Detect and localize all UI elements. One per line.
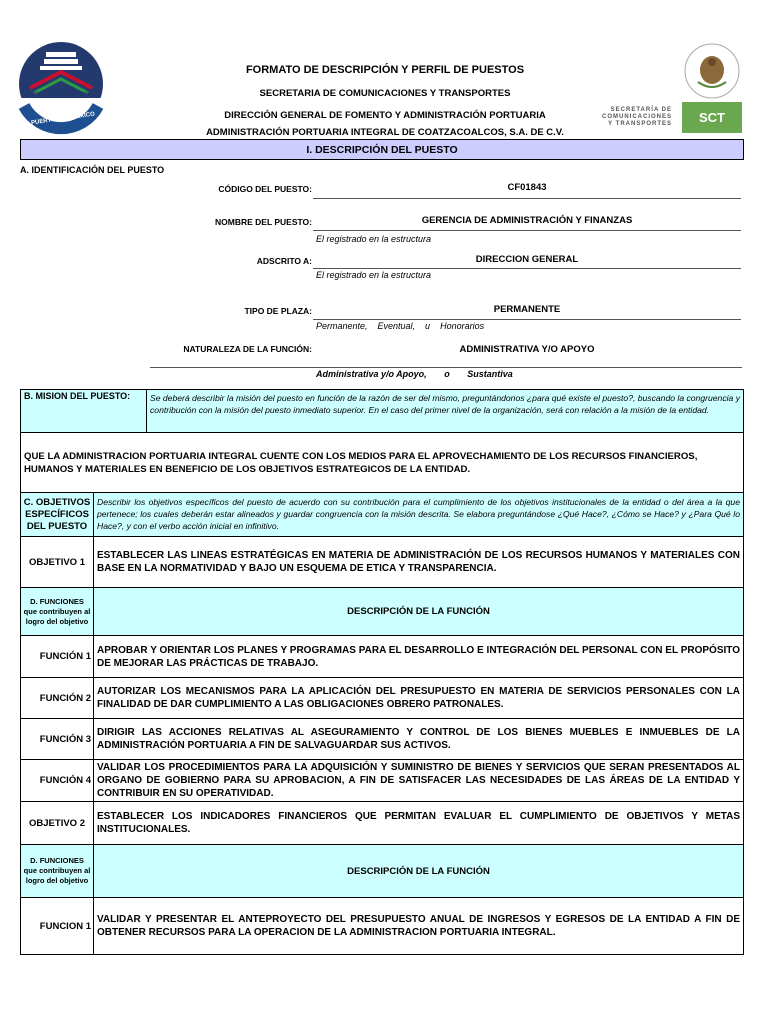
mexico-seal-icon bbox=[682, 40, 742, 102]
row-text-value: ESTABLECER LAS LINEAS ESTRATÉGICAS EN MATERIA DE ADMINISTRACIÓN DE LOS RECURSOS HUMANOS Y MATERIALES CON BASE EN LA NORMATIVIDAD Y BAJO UN ESQUEMA DE ETICA Y TRANSPARENCIA. bbox=[97, 550, 740, 574]
sct-badge bbox=[682, 102, 742, 133]
function-row bbox=[20, 678, 744, 719]
row-text-value: APROBAR Y ORIENTAR LOS PLANES Y PROGRAMAS PARA EL DESARROLLO E INTEGRACIÓN DEL PERSONAL CON EL PROPÓSITO DE MEJORAR LAS PRÁCTICAS DE TRABAJO. bbox=[97, 644, 740, 669]
row-text bbox=[94, 588, 743, 635]
functions-header-row bbox=[20, 588, 744, 636]
sct-text-block bbox=[598, 107, 672, 128]
mision-label-cell bbox=[20, 389, 147, 433]
row-text-value: AUTORIZAR LOS MECANISMOS PARA LA APLICACIÓN DEL PRESUPUESTO EN MATERIA DE SERVICIOS PERSONALES CON LA FINALIDAD DE DAR CUMPLIMIENTO A LAS OBLIGACIONES OBRERO PATRONALES. bbox=[97, 686, 740, 710]
adscrito-value: DIRECCION GENERAL bbox=[313, 254, 741, 269]
header-line-2: DIRECCIÓN GENERAL DE FOMENTO Y ADMINISTRACIÓN PORTUARIA bbox=[224, 110, 546, 121]
sct-badge-text: SCT bbox=[699, 110, 725, 125]
mision-instructions-cell bbox=[146, 389, 744, 433]
nombre-label: NOMBRE DEL PUESTO: bbox=[215, 217, 312, 227]
row-text bbox=[94, 802, 743, 844]
row-label: OBJETIVO 1 bbox=[21, 537, 94, 587]
row-text bbox=[94, 636, 743, 677]
objetivos-instructions-cell bbox=[93, 493, 744, 537]
naturaleza-hint: Administrativa y/o Apoyo, o Sustantiva bbox=[316, 369, 513, 379]
row-label: FUNCION 1 bbox=[21, 898, 94, 954]
row-label: FUNCIÓN 4 bbox=[21, 760, 94, 801]
row-text bbox=[94, 537, 743, 587]
form-title: FORMATO DE DESCRIPCIÓN Y PERFIL DE PUESTOS bbox=[245, 64, 525, 76]
row-label: D. FUNCIONES que contribuyen al logro del objetivo bbox=[21, 588, 94, 635]
objetivos-instructions: Describir los objetivos específicos del puesto de acuerdo con su contribución para el cumplimiento de los objetivos institucionales de la entidad o del área a la que pertenece; los cuales deberán estar alineados y guardar congruencia con la misión descrita. Se elabora preguntándose ¿Qué Hace?, ¿Cómo se Hace? y ¿Para Qué lo Hace?, y con el verbo acción inicial en infinitivo. bbox=[97, 497, 740, 531]
objetivos-label-cell bbox=[20, 493, 94, 537]
row-text bbox=[94, 898, 743, 954]
row-label: FUNCIÓN 1 bbox=[21, 636, 94, 677]
header-line-3: ADMINISTRACIÓN PORTUARIA INTEGRAL DE COATZACOALCOS, S.A. DE C.V. bbox=[206, 127, 564, 138]
row-label: FUNCIÓN 3 bbox=[21, 719, 94, 759]
port-logo-text-top: COATZACOALCOS bbox=[33, 92, 89, 98]
naturaleza-underline bbox=[150, 367, 742, 368]
sct-line-2: COMUNICACIONES bbox=[601, 114, 672, 120]
header-line-1: SECRETARIA DE COMUNICACIONES Y TRANSPORTES bbox=[259, 88, 511, 99]
section-title-bar bbox=[20, 139, 744, 160]
codigo-value: CF01843 bbox=[313, 182, 741, 199]
row-label: OBJETIVO 2 bbox=[21, 802, 94, 844]
objetivos-label: C. OBJETIVOS ESPECÍFICOS DEL PUESTO bbox=[23, 496, 91, 532]
row-text-value: DESCRIPCIÓN DE LA FUNCIÓN bbox=[347, 606, 490, 617]
mision-text-cell bbox=[20, 433, 744, 493]
row-text bbox=[94, 845, 743, 897]
sct-line-3: Y TRANSPORTES bbox=[608, 121, 672, 127]
sct-line-1: SECRETARÍA DE bbox=[610, 107, 672, 113]
objective-row bbox=[20, 802, 744, 845]
mision-instructions: Se deberá describir la misión del puesto en función de la razón de ser del mismo, preguntándonos ¿para qué existe el puesto?, buscando la congruencia y contribución con la misión del puesto inmediato superior. En el caso del primer nivel de la organización, será con relación a la misión de la entidad. bbox=[150, 393, 740, 415]
row-text-value: ESTABLECER LOS INDICADORES FINANCIEROS QUE PERMITAN EVALUAR EL CUMPLIMIENTO DE OBJETIVOS Y METAS INSTITUCIONALES. bbox=[97, 811, 740, 835]
adscrito-hint: El registrado en la estructura bbox=[316, 270, 432, 280]
section-a-heading: A. IDENTIFICACIÓN DEL PUESTO bbox=[20, 165, 165, 175]
function-row bbox=[20, 636, 744, 678]
codigo-label: CÓDIGO DEL PUESTO: bbox=[218, 184, 312, 194]
nombre-value: GERENCIA DE ADMINISTRACIÓN Y FINANZAS bbox=[313, 215, 741, 231]
tipo-label: TIPO DE PLAZA: bbox=[244, 306, 312, 316]
row-text-value: VALIDAR Y PRESENTAR EL ANTEPROYECTO DEL PRESUPUESTO ANUAL DE INGRESOS Y EGRESOS DE LA ENTIDAD A FIN DE OBTENER RECURSOS PARA LA OPERACION DE LA ADMINISTRACION PORTUARIA INTEGRAL. bbox=[97, 914, 740, 938]
naturaleza-label: NATURALEZA DE LA FUNCIÓN: bbox=[183, 344, 312, 354]
tipo-hint: Permanente, Eventual, u Honorarios bbox=[316, 321, 485, 331]
function-row bbox=[20, 760, 744, 802]
nombre-hint: El registrado en la estructura bbox=[316, 234, 432, 244]
naturaleza-value: ADMINISTRATIVA Y/O APOYO bbox=[459, 344, 595, 355]
objective-row bbox=[20, 537, 744, 588]
row-text bbox=[94, 678, 743, 718]
section-title: I. DESCRIPCIÓN DEL PUESTO bbox=[306, 143, 458, 156]
row-text-value: DESCRIPCIÓN DE LA FUNCIÓN bbox=[347, 865, 490, 877]
adscrito-label: ADSCRITO A: bbox=[256, 256, 312, 266]
function-row bbox=[20, 898, 744, 955]
port-logo bbox=[16, 40, 106, 136]
row-text bbox=[94, 760, 743, 801]
port-logo-text-bottom: PUERTOS DE MÉXICO bbox=[30, 111, 96, 127]
row-label: FUNCIÓN 2 bbox=[21, 678, 94, 718]
row-label: D. FUNCIONES que contribuyen al logro del objetivo bbox=[21, 845, 94, 897]
mision-text: QUE LA ADMINISTRACION PORTUARIA INTEGRAL CUENTE CON LOS MEDIOS PARA EL APROVECHAMIENTO DE LOS RECURSOS FINANCIEROS, HUMANOS Y MATERIALES EN BENEFICIO DE LOS OBJETIVOS ESTRATEGICOS DE LA ENTIDAD. bbox=[24, 450, 698, 475]
tipo-value: PERMANENTE bbox=[313, 304, 741, 320]
row-text-value: VALIDAR LOS PROCEDIMIENTOS PARA LA ADQUISICIÓN Y SUMINISTRO DE BIENES Y SERVICIOS QUE SERAN PRESENTADOS AL ORGANO DE GOBIERNO PARA SU APROBACION, A FIN DE SATISFACER LAS NECESIDADES DE LAS ÁREAS DE LA ENTIDAD Y CONTRIBUIR EN SU OPERATIVIDAD. bbox=[97, 762, 740, 799]
functions-header-row bbox=[20, 845, 744, 898]
mision-label: B. MISION DEL PUESTO: bbox=[24, 391, 131, 401]
row-text-value: DIRIGIR LAS ACCIONES RELATIVAS AL ASEGURAMIENTO Y CONTROL DE LOS BIENES MUEBLES E INMUEBLES DE LA ADMINISTRACIÓN PORTUARIA A FIN DE SALVAGUARDAR SUS ACTIVOS. bbox=[97, 727, 740, 751]
function-row bbox=[20, 719, 744, 760]
row-text bbox=[94, 719, 743, 759]
